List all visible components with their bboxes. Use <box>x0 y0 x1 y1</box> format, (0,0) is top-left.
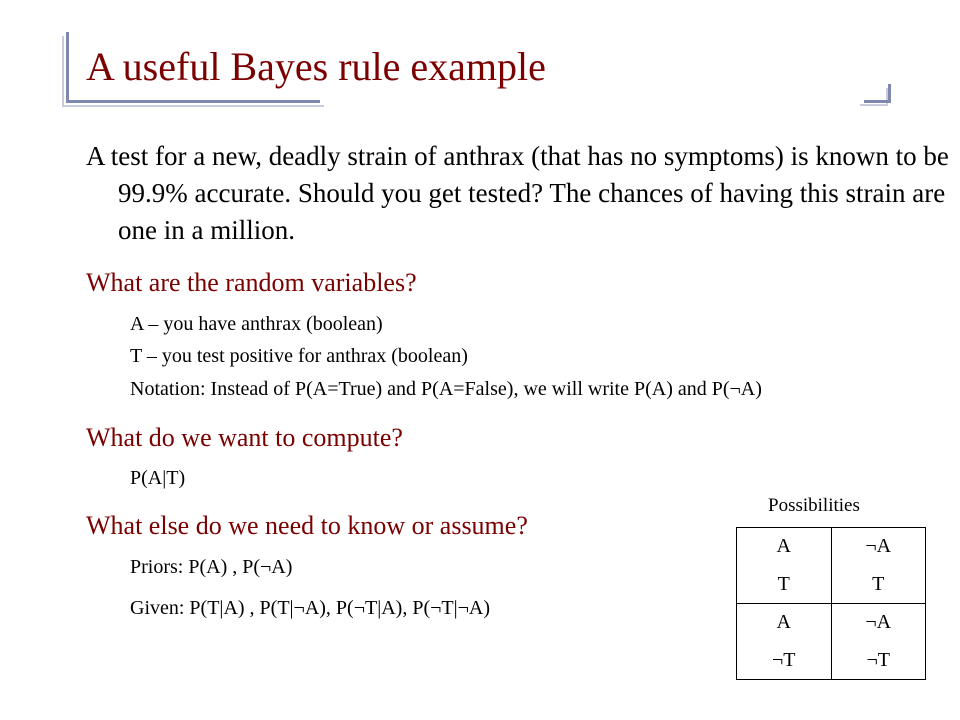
possibilities-row <box>737 604 926 642</box>
possibilities-cell: ¬T <box>831 642 926 680</box>
possibilities-cell: ¬A <box>831 528 926 566</box>
slide-title: A useful Bayes rule example <box>86 44 546 89</box>
item-variable-t: T – you test positive for anthrax (boolean) <box>130 345 468 367</box>
corner-bracket-shadow-h <box>860 104 888 106</box>
corner-bracket-v <box>888 84 891 103</box>
intro-paragraph: A test for a new, deadly strain of anthrax (that has no symptoms) is known to be 99.9% accurate. Should you get tested? The chances of having this strain are one in a million. <box>86 141 949 245</box>
possibilities-cell: ¬A <box>831 604 926 642</box>
question-assumptions: What else do we need to know or assume? <box>86 511 528 540</box>
possibilities-table <box>736 527 926 680</box>
title-underline <box>66 100 320 103</box>
title-underline-shadow <box>62 105 324 107</box>
question-random-variables: What are the random variables? <box>86 268 417 297</box>
item-variable-a: A – you have anthrax (boolean) <box>130 313 383 335</box>
possibilities-label: Possibilities <box>768 495 860 516</box>
corner-bracket-h <box>864 100 891 103</box>
possibilities-cell: A <box>737 528 832 566</box>
question-compute: What do we want to compute? <box>86 423 403 452</box>
possibilities-cell: ¬T <box>737 642 832 680</box>
item-given: Given: P(T|A) , P(T|¬A), P(¬T|A), P(¬T|¬A) <box>130 597 490 619</box>
title-bracket-left-shadow <box>62 36 64 106</box>
possibilities-row <box>737 566 926 604</box>
title-bracket-left <box>66 32 69 102</box>
item-priors: Priors: P(A) , P(¬A) <box>130 556 293 578</box>
possibilities-cell: T <box>831 566 926 604</box>
possibilities-row <box>737 528 926 566</box>
item-notation: Notation: Instead of P(A=True) and P(A=False), we will write P(A) and P(¬A) <box>130 378 762 400</box>
possibilities-cell: T <box>737 566 832 604</box>
possibilities-cell: A <box>737 604 832 642</box>
possibilities-row <box>737 642 926 680</box>
item-target-probability: P(A|T) <box>130 467 186 489</box>
